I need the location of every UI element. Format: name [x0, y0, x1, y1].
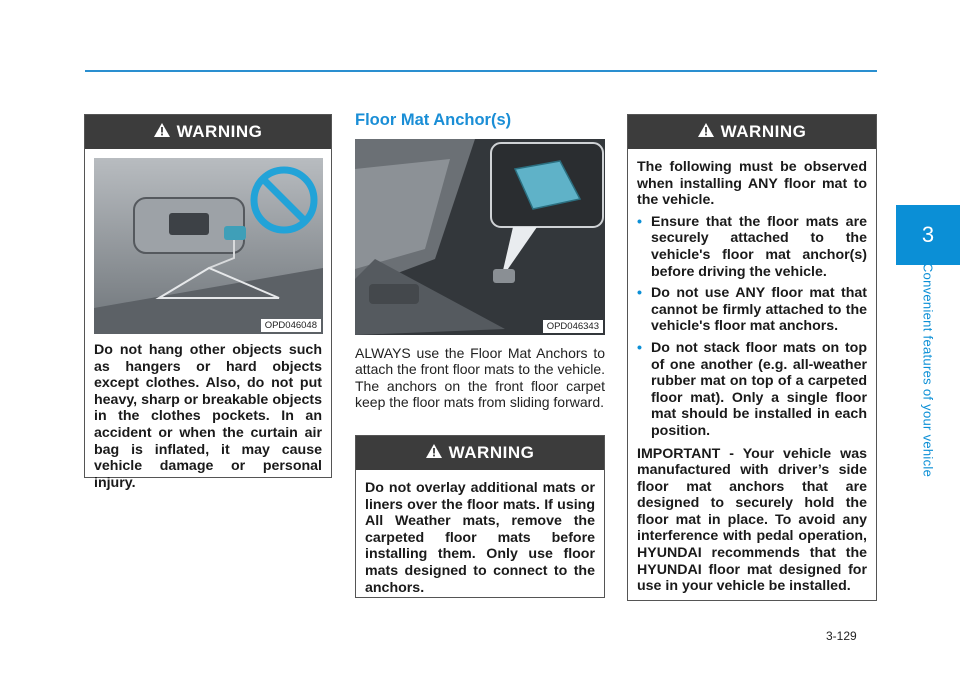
floor-anchor-illustration — [355, 139, 605, 335]
warning-bullet-list — [637, 214, 867, 440]
warning-label: WARNING — [720, 122, 807, 141]
warning-bullet: • Do not stack floor mats on top of one another (e.g. all-weather rubber mat on top of a carpeted floor mat). Only a single floor mat should be installed in each position. — [637, 340, 867, 440]
figure-floor-mat-anchor — [355, 139, 605, 335]
warning-bullet: • Ensure that the floor mats are securely attached to the vehicle's floor mat anchor(s) before driving the vehicle. — [637, 214, 867, 280]
warning-triangle-icon — [426, 443, 442, 463]
coat-hook-illustration — [94, 158, 323, 334]
warning-label: WARNING — [448, 443, 535, 462]
warning-header — [628, 115, 876, 149]
figure-code: OPD046343 — [543, 320, 603, 333]
warning-header — [356, 436, 604, 470]
warning-intro: The following must be observed when installing ANY floor mat to the vehicle. — [637, 159, 867, 209]
figure-code: OPD046048 — [261, 319, 321, 332]
warning-triangle-icon — [698, 122, 714, 142]
header-rule — [85, 70, 877, 72]
warning-label: WARNING — [176, 122, 263, 141]
warning-box-floor-mat-install — [627, 114, 877, 601]
page-number: 3-129 — [826, 629, 857, 643]
warning-header — [85, 115, 331, 149]
section-title: Floor Mat Anchor(s) — [355, 111, 512, 129]
warning-body — [628, 149, 876, 603]
warning-bullet: • Do not use ANY floor mat that cannot be firmly attached to the vehicle's floor mat anchors. — [637, 285, 867, 335]
important-note: IMPORTANT - Your vehicle was manufactured with driver’s side floor mat anchors that are designed to securely hold the floor mat in place. To avoid any interference with pedal operation, HYUNDAI recommends that the HYUNDAI floor mat designed for use in your vehicle be installed. — [637, 445, 867, 595]
warning-box-overlay-mats — [355, 435, 605, 598]
figure-coat-hook — [94, 158, 323, 334]
warning-text: Do not hang other objects such as hangers or hard objects except clothes. Also, do not put heavy, sharp or breakable objects in the clothes pockets. In an accident or when the curtain air bag is inflated, it may cause vehicle damage or personal injury. — [94, 342, 322, 491]
chapter-title: Convenient features of your vehicle — [920, 262, 936, 478]
warning-text: Do not overlay additional mats or liners over the floor mats. If using All Weather mats, remove the carpeted floor mats before installing them. Only use floor mats designed to connect to the anchors. — [365, 480, 595, 596]
chapter-number-tab: 3 — [896, 205, 960, 265]
floor-mat-anchor-description: ALWAYS use the Floor Mat Anchors to attach the front floor mats to the vehicle. The anchors on the front floor carpet keep the floor mats from sliding forward. — [355, 345, 605, 411]
warning-box-hangers — [84, 114, 332, 491]
warning-triangle-icon — [154, 122, 170, 142]
